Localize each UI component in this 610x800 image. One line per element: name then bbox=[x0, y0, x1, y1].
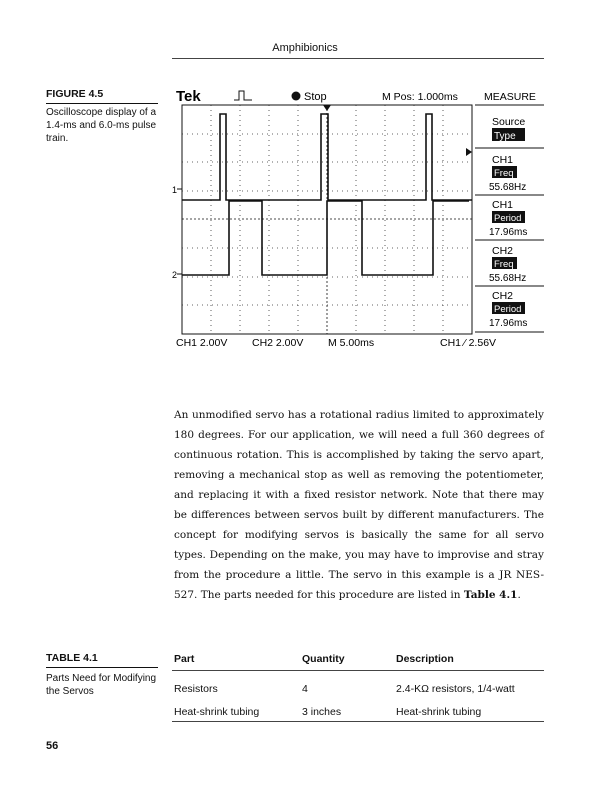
meas-1-channel: CH1 bbox=[492, 154, 514, 166]
meas-1-type: Freq bbox=[494, 168, 514, 179]
meas-4-channel: CH2 bbox=[492, 290, 514, 302]
cell-part: Heat-shrink tubing bbox=[172, 706, 300, 722]
meas-1-value: 55.68Hz bbox=[489, 182, 527, 193]
meas-3-type: Freq bbox=[494, 259, 514, 270]
cell-quantity: 4 bbox=[302, 683, 308, 695]
scope-status: Stop bbox=[304, 91, 327, 103]
measure-panel bbox=[475, 105, 544, 332]
meas-2-value: 17.96ms bbox=[489, 227, 528, 238]
page-number: 56 bbox=[46, 740, 59, 752]
source-value: Type bbox=[494, 131, 516, 142]
meas-3-channel: CH2 bbox=[492, 245, 514, 257]
oscilloscope-display bbox=[172, 86, 545, 348]
ch2-scale: CH2 2.00V bbox=[252, 337, 304, 348]
meas-4-value: 17.96ms bbox=[489, 318, 528, 329]
ch2-trace bbox=[182, 201, 469, 275]
col-header-quantity: Quantity bbox=[300, 650, 394, 671]
table-reference: Table 4.1 bbox=[463, 589, 518, 601]
trigger-pulse-icon bbox=[234, 91, 252, 100]
col-header-part: Part bbox=[172, 650, 300, 671]
table-row bbox=[172, 671, 544, 707]
source-label: Source bbox=[492, 116, 526, 128]
parts-table bbox=[172, 650, 544, 722]
ch2-marker: 2 bbox=[172, 270, 178, 280]
col-header-description: Description bbox=[394, 650, 544, 671]
header-rule bbox=[172, 58, 544, 59]
ch1-scale: CH1 2.00V bbox=[176, 337, 228, 348]
body-paragraph bbox=[174, 405, 544, 605]
cell-part: Resistors bbox=[174, 683, 218, 695]
meas-2-type: Period bbox=[494, 213, 522, 224]
cell-description: Heat-shrink tubing bbox=[394, 706, 544, 722]
scope-mpos: M Pos: 1.000ms bbox=[382, 91, 458, 103]
stop-dot-icon bbox=[292, 92, 301, 101]
body-text-end: . bbox=[517, 589, 521, 601]
ch1-marker: 1 bbox=[172, 185, 178, 195]
trigger-level: CH1 ⁄ 2.56V bbox=[440, 337, 497, 348]
scope-brand: Tek bbox=[176, 88, 201, 105]
figure-caption: Oscilloscope display of a 1.4-ms and 6.0-ms pulse train. bbox=[46, 107, 157, 144]
meas-4-type: Period bbox=[494, 304, 522, 315]
meas-2-channel: CH1 bbox=[492, 199, 514, 211]
table-row bbox=[172, 706, 544, 722]
figure-label: FIGURE 4.5 bbox=[46, 88, 158, 104]
meas-3-value: 55.68Hz bbox=[489, 273, 527, 284]
scope-measure-title: MEASURE bbox=[484, 91, 536, 103]
cell-quantity: 3 inches bbox=[300, 706, 394, 722]
cell-description: 2.4-KΩ resistors, 1/4-watt bbox=[396, 683, 515, 695]
table-label: TABLE 4.1 bbox=[46, 652, 158, 668]
table-header-row bbox=[172, 650, 544, 671]
running-header: Amphibionics bbox=[272, 42, 338, 54]
timebase: M 5.00ms bbox=[328, 337, 375, 348]
body-text-start: An unmodified servo has a rotational radius limited to approximately 180 degrees. For our application, we will need a full 360 degrees of continuous rotation. This is accomplished by taking the servo apart, removing a mechanical stop as well as removing the potentiometer, and replacing it with a fixed resistor network. Note that there may be differences between servos built by different manufacturers. The concept for modifying servos is basically the same for all servo types. Depending on the make, you may have to improvise and stray from the procedure a little. The servo in this example is a JR NES-527. The parts needed for this procedure are listed in bbox=[174, 409, 544, 601]
table-caption: Parts Need for Modifying the Servos bbox=[46, 673, 157, 697]
